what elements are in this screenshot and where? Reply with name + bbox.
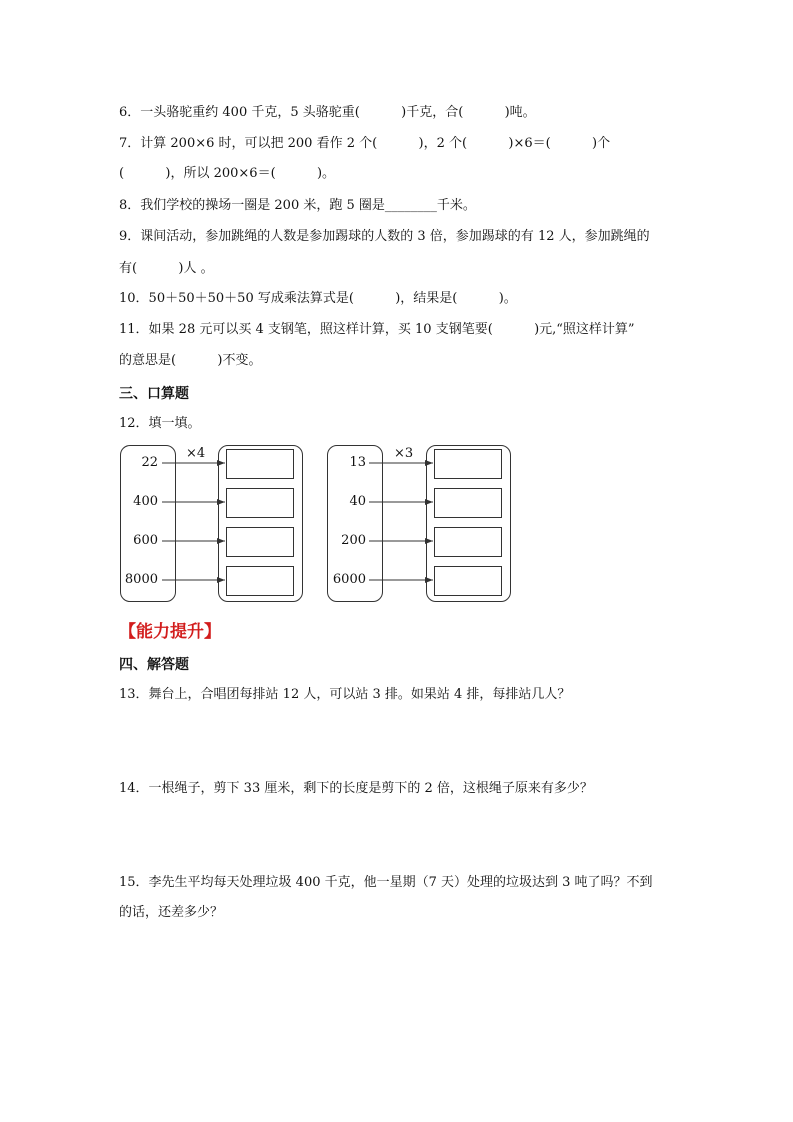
question-15-line2: 的话，还差多少？ [119, 905, 224, 920]
question-14: 14．一根绳子，剪下 33 厘米，剩下的长度是剪下的 2 倍，这根绳子原来有多少？ [119, 781, 593, 796]
input-value: 6000 [332, 572, 366, 587]
input-value: 13 [349, 455, 366, 470]
question-7-line2: ( )，所以 200×6＝( )。 [119, 166, 336, 181]
ability-heading: 【能力提升】 [119, 622, 221, 642]
section-3-title: 三、口算题 [119, 386, 189, 402]
input-value: 600 [133, 533, 158, 548]
question-10: 10．50＋50＋50＋50 写成乘法算式是( )，结果是( )。 [119, 291, 517, 306]
question-9-line1: 9．课间活动，参加跳绳的人数是参加踢球的人数的 3 倍，参加踢球的有 12 人，参加跳绳的 [119, 229, 650, 244]
operator-label: ×4 [186, 446, 206, 461]
input-value: 8000 [124, 572, 158, 587]
input-value: 22 [141, 455, 158, 470]
input-value: 200 [341, 533, 366, 548]
question-13: 13．舞台上，合唱团每排站 12 人，可以站 3 排。如果站 4 排，每排站几人？ [119, 687, 571, 702]
question-8: 8．我们学校的操场一圈是 200 米，跑 5 圈是________千米。 [119, 198, 476, 213]
operator-label: ×3 [394, 446, 414, 461]
section-4-title: 四、解答题 [119, 657, 189, 673]
question-6: 6．一头骆驼重约 400 千克，5 头骆驼重( )千克，合( )吨。 [119, 105, 536, 120]
question-11-line2: 的意思是( )不变。 [119, 353, 262, 368]
input-value: 40 [349, 494, 366, 509]
question-7-line1: 7．计算 200×6 时，可以把 200 看作 2 个( )，2 个( )×6＝( )个 [119, 136, 611, 151]
question-9-line2: 有( )人 。 [119, 261, 214, 276]
question-12: 12．填一填。 [119, 416, 201, 431]
question-15-line1: 15．李先生平均每天处理垃圾 400 千克，他一星期（7 天）处理的垃圾达到 3 吨了吗？不到 [119, 875, 653, 890]
question-11-line1: 11．如果 28 元可以买 4 支钢笔，照这样计算，买 10 支钢笔要( )元,“照这样计算” [119, 322, 635, 337]
input-value: 400 [133, 494, 158, 509]
